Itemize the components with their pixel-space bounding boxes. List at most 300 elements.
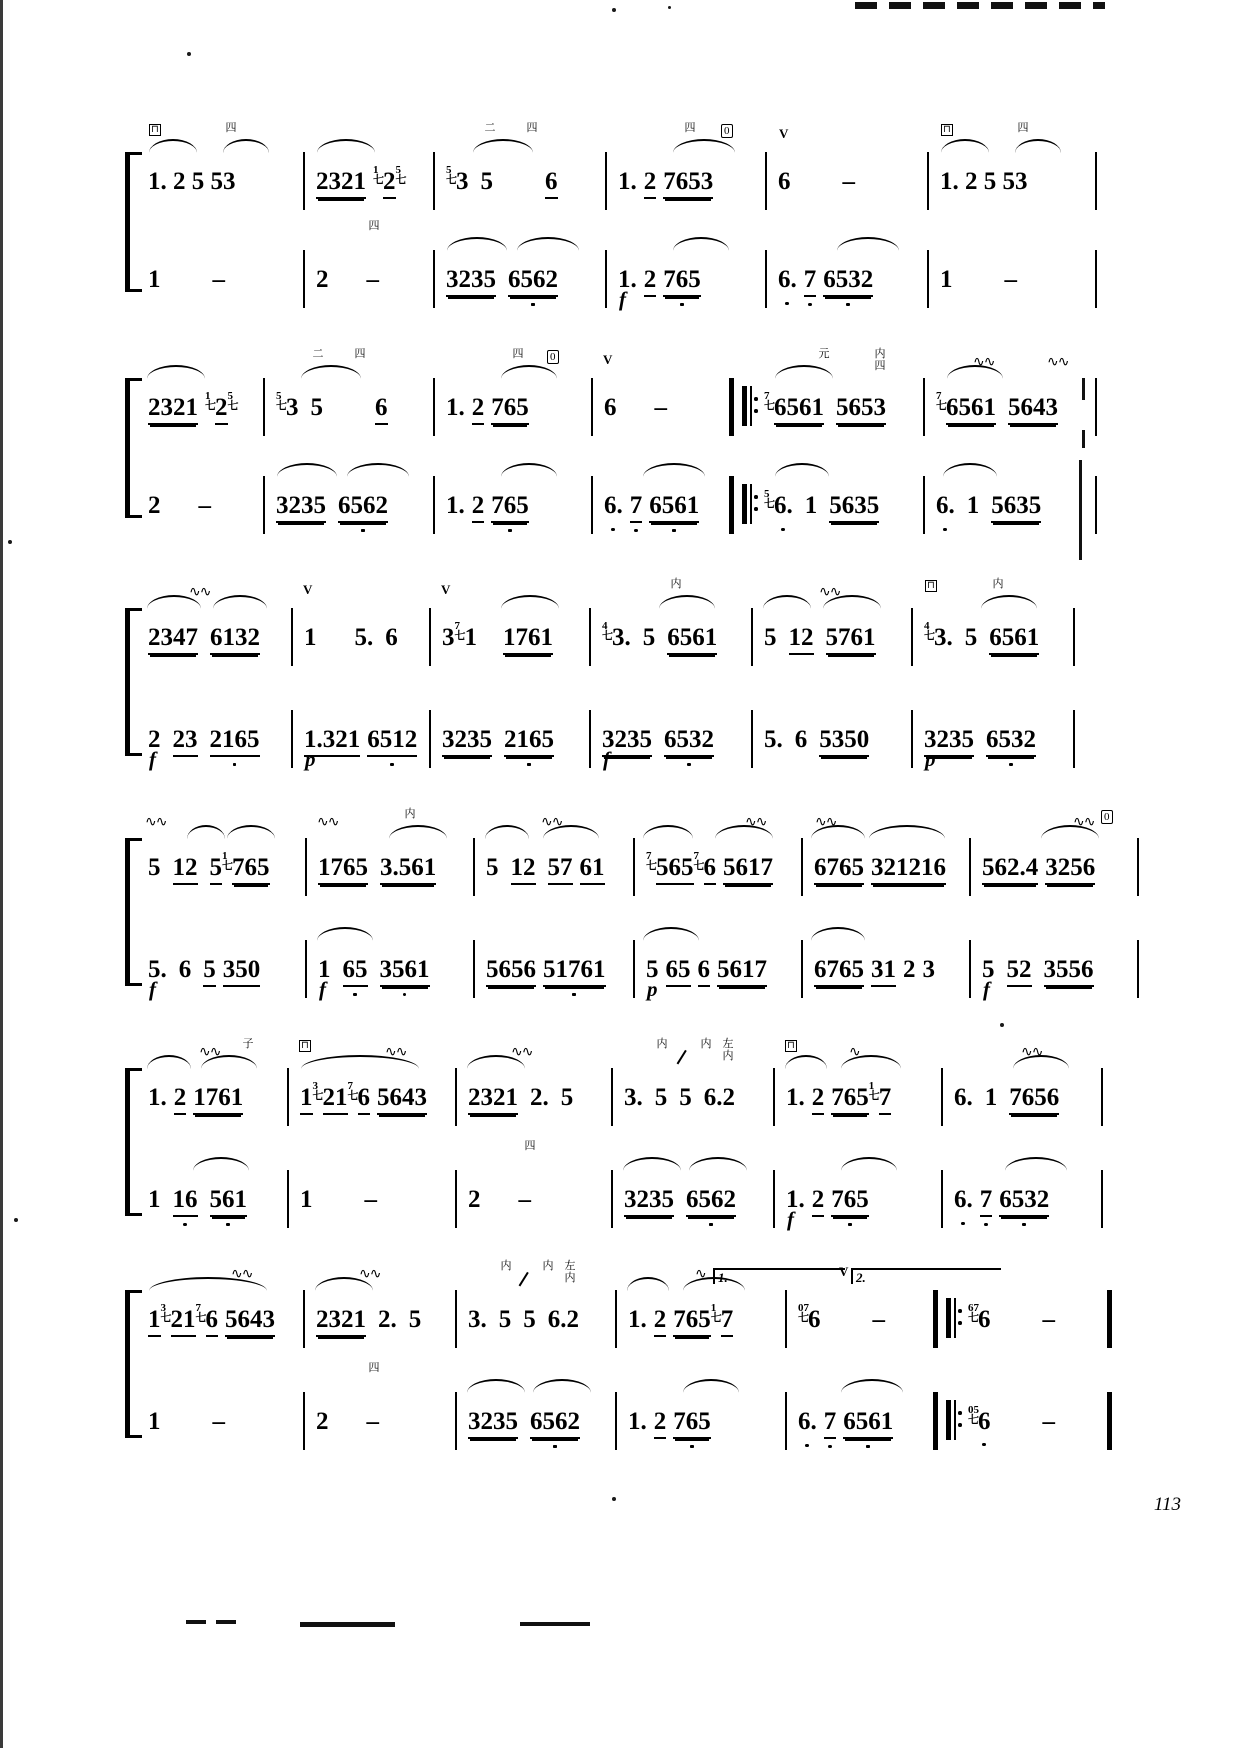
bottom-dash-marks [186, 1620, 246, 1624]
note-group: 1. 2 765 [439, 394, 591, 425]
slur [775, 463, 829, 477]
measure [293, 1170, 457, 1228]
slur [785, 1055, 827, 1069]
string-annotation: 内 [542, 1259, 554, 1272]
measure [461, 1045, 613, 1126]
slur [301, 365, 361, 379]
note-group: 7 七5657 七6 5617 [639, 854, 801, 885]
note-group: 6. 7 6561 [791, 1408, 933, 1439]
slur [467, 1379, 525, 1393]
measure [435, 710, 591, 768]
note-group: 1. 2 7651 七7 [779, 1084, 941, 1115]
harmonic-zero-mark: 0 [547, 350, 559, 364]
lower-stave [141, 1139, 1050, 1231]
trill-ornament: ∿∿ [199, 1045, 221, 1060]
measure [933, 121, 1097, 210]
measure [461, 1139, 613, 1228]
measure [757, 476, 925, 534]
slur [869, 825, 945, 839]
note-group: 13 七217 七6 5643 [141, 1306, 303, 1337]
measure [479, 940, 635, 998]
note-group: 2 – [316, 1408, 379, 1435]
measure [595, 577, 753, 666]
measure [757, 710, 913, 768]
trill-ornament: ∿∿ [511, 1045, 533, 1060]
string-annotation: 元 [818, 347, 830, 360]
upper-stave [141, 1037, 1060, 1126]
slur [347, 463, 409, 477]
string-annotation: 四 [368, 219, 380, 232]
measure [439, 476, 593, 534]
slur [447, 237, 507, 251]
system-2 [125, 347, 1069, 519]
measure [439, 347, 593, 436]
measure [947, 1170, 1103, 1228]
slur [1015, 139, 1061, 153]
bow-up-mark: V [441, 582, 451, 597]
trill-ornament: ∿∿ [317, 815, 339, 830]
measure [297, 710, 431, 771]
slur [227, 825, 275, 839]
measure [141, 1170, 289, 1228]
string-annotation: 四 [684, 121, 696, 134]
note-group: 4 七3. 5 6561 [917, 624, 1073, 655]
slur [147, 365, 205, 379]
slur [473, 139, 533, 153]
slur [673, 237, 729, 251]
note-group: 2321 2. 5 [309, 1306, 455, 1337]
system-brace [125, 1290, 142, 1438]
measure [309, 219, 435, 308]
measure-volta-1 [791, 1392, 938, 1450]
slur [811, 927, 865, 941]
upper-stave [141, 1259, 1055, 1348]
trill-ornament: ∿∿ [231, 1267, 253, 1282]
note-group: 5 52 3556 [975, 956, 1137, 987]
note-group: 5 七6. 1 5635 [757, 492, 923, 523]
slur [533, 1379, 591, 1393]
measure [779, 1040, 943, 1126]
measure [439, 121, 607, 210]
slur [643, 463, 705, 477]
dynamic-piano: p [305, 747, 316, 771]
slur [317, 139, 375, 153]
string-annotation: 二 [484, 121, 496, 134]
measure [141, 250, 305, 308]
note-group: 6 – [604, 394, 667, 421]
lower-stave [141, 476, 1042, 534]
scan-speck [612, 1497, 616, 1501]
slur [683, 1379, 739, 1393]
measure [621, 1267, 787, 1348]
measure [975, 811, 1139, 896]
string-annotation: 内 [404, 807, 416, 820]
note-group: 5 七3 5 6 [269, 394, 433, 425]
system-6 [125, 1259, 1055, 1438]
note-group: 2321 1 七25 七 [309, 168, 433, 199]
string-annotation: 四 [526, 121, 538, 134]
slur [213, 595, 267, 609]
note-group: 3235 6532 [917, 726, 1073, 757]
slur [943, 463, 997, 477]
measure [435, 582, 591, 666]
scan-speck [14, 1218, 18, 1222]
system-brace [125, 1068, 142, 1216]
bow-down-mark: ⊓ [151, 124, 159, 135]
trill-ornament: ∿∿ [385, 1045, 407, 1060]
bow-up-mark: V [779, 126, 789, 141]
slur [149, 139, 197, 153]
note-group: 07 七6 – [798, 1302, 885, 1333]
trill-ornament: ∿∿ [815, 815, 837, 830]
note-group: 5 七3 5 6 [439, 168, 605, 199]
measure [311, 807, 475, 896]
measure [141, 476, 265, 534]
note-group: 3235 6562 [439, 266, 605, 297]
scan-speck [612, 8, 616, 12]
page-number: 113 [1153, 1494, 1181, 1515]
note-group: 67 七6 – [968, 1302, 1055, 1333]
note-group: 6. 7 6532 [771, 266, 927, 297]
note-group: 3. 5 5 6.2 [624, 1084, 735, 1111]
measure [461, 1392, 617, 1450]
slur [941, 139, 989, 153]
note-group: 1. 2 7651 七7 [621, 1306, 785, 1337]
slur [623, 1157, 681, 1171]
note-group: 562.4 3256 [975, 854, 1137, 885]
dynamic-forte: f [603, 747, 610, 771]
slur [841, 1157, 897, 1171]
harmonic-zero-mark: 0 [721, 124, 733, 138]
measure [141, 585, 293, 666]
string-annotation: 左 内 [722, 1037, 734, 1062]
dynamic-piano: p [647, 977, 658, 1001]
finger-annotation: 子 [242, 1037, 254, 1050]
note-group: 5. 6 5 350 [141, 956, 305, 987]
slur [659, 595, 715, 609]
string-annotation: 四 [368, 1361, 380, 1374]
note-group: 3235 6532 [595, 726, 751, 757]
measure [141, 378, 265, 436]
slur [485, 825, 529, 839]
note-group: 1. 2 765 [611, 266, 765, 297]
slur [689, 1157, 747, 1171]
volta-bracket-2 [851, 1268, 1001, 1284]
note-group: 2321 1 七25 七 [141, 394, 263, 425]
measure [297, 582, 431, 666]
measure [141, 815, 307, 896]
volta-1-label: 1. [718, 1270, 728, 1285]
string-annotation: 内 [656, 1037, 668, 1050]
system-3 [125, 577, 1040, 771]
measure [141, 710, 293, 771]
bow-up-mark: V [603, 352, 613, 367]
note-group: 1 – [148, 266, 225, 293]
note-group: 1 – [940, 266, 1017, 293]
slur [643, 927, 699, 941]
trill-ornament: ∿∿ [1047, 355, 1069, 370]
note-group: 5656 51761 [479, 956, 633, 987]
slide-mark [677, 1050, 706, 1076]
string-annotation: 内 四 [874, 347, 886, 372]
measure [975, 940, 1139, 1001]
note-group: 1. 2 765 [621, 1408, 785, 1439]
measure [309, 1267, 457, 1348]
measure-with-repeat-end [597, 352, 734, 436]
measure [309, 152, 435, 210]
measure [639, 940, 803, 1001]
system-brace [125, 838, 142, 986]
measure [757, 347, 925, 436]
note-group: 6. 1 5635 [929, 492, 1095, 523]
volta-2-label: 2. [856, 1270, 866, 1285]
bottom-dash-marks [520, 1622, 590, 1626]
upper-stave [141, 577, 1040, 666]
measure [933, 250, 1097, 308]
bow-up-mark: V [839, 1264, 849, 1279]
measure [611, 250, 767, 311]
measure [439, 250, 607, 308]
slur [981, 595, 1037, 609]
system-4 [125, 807, 1110, 1001]
measure [293, 1040, 457, 1126]
slur [627, 1277, 669, 1291]
page-edge-shadow [0, 0, 3, 1748]
system-5 [125, 1037, 1060, 1231]
slur [763, 595, 811, 609]
string-annotation: 内 [670, 577, 682, 590]
measure [611, 121, 767, 210]
measure [807, 815, 971, 896]
harmonic-zero-mark: 0 [1101, 810, 1113, 824]
trill-ornament: ∿∿ [973, 355, 995, 370]
note-group: 1765 3.561 [311, 854, 473, 885]
note-group: 1 5. 6 [304, 624, 398, 651]
note-group: 6 – [778, 168, 855, 195]
note-group: 2 23 2165 [141, 726, 291, 757]
slur [947, 365, 1003, 379]
measure [269, 476, 435, 534]
note-group: 1. 2 765 [439, 492, 591, 523]
string-annotation: 内 [500, 1259, 512, 1272]
system-brace [125, 378, 142, 518]
note-group: 4 七3. 5 6561 [595, 624, 751, 655]
trill-ornament: ∿∿ [541, 815, 563, 830]
measure [621, 1392, 787, 1450]
bow-down-mark: ⊓ [927, 580, 935, 591]
note-group: 1. 2 765 [779, 1186, 941, 1217]
bow-down-mark: ⊓ [943, 124, 951, 135]
measure [779, 1170, 943, 1231]
dynamic-piano: p [925, 747, 936, 771]
note-group: 3. 5 5 6.2 [468, 1306, 579, 1333]
string-annotation: 四 [524, 1139, 536, 1152]
slur [193, 1157, 249, 1171]
note-group: 3235 6562 [461, 1408, 615, 1439]
note-group: 1.321 6512 [297, 726, 429, 757]
note-group: 6. 1 7656 [947, 1084, 1101, 1115]
dynamic-forte: f [619, 287, 626, 311]
measure [311, 940, 475, 1001]
measure [269, 347, 435, 436]
slur [389, 825, 447, 839]
bow-down-mark: ⊓ [787, 1040, 795, 1051]
note-group: 05 七6 – [968, 1404, 1055, 1435]
measure [947, 1045, 1103, 1126]
string-annotation: 内 [700, 1037, 712, 1050]
slide-mark [519, 1272, 548, 1298]
measure [479, 815, 635, 896]
slur [277, 463, 337, 477]
note-group: 2321 2. 5 [461, 1084, 611, 1115]
note-group: 1. 2 7653 [611, 168, 765, 199]
measure [771, 126, 929, 210]
trill-ornament: ∿∿ [189, 585, 211, 600]
slur [841, 1379, 903, 1393]
string-annotation: 四 [225, 121, 237, 134]
scan-speck [1000, 1023, 1004, 1027]
note-group: 1 65 3561 [311, 956, 473, 987]
measure [639, 815, 803, 896]
measure [141, 1267, 305, 1348]
measure [929, 355, 1097, 436]
dynamic-forte: f [319, 977, 326, 1001]
slur [223, 139, 269, 153]
note-group: 5. 6 5350 [757, 726, 911, 757]
system-1 [125, 121, 1029, 311]
lower-stave [141, 710, 1036, 771]
note-group: 3235 2165 [435, 726, 589, 757]
note-group: 6. 7 6561 [597, 492, 729, 523]
note-group: 13 七217 七6 5643 [293, 1084, 455, 1115]
string-annotation: 二 [312, 347, 324, 360]
bow-down-mark: ⊓ [301, 1040, 309, 1051]
dynamic-forte: f [149, 747, 156, 771]
measure [141, 1037, 289, 1126]
string-annotation: 四 [512, 347, 524, 360]
repeat-start-barline [946, 1400, 957, 1440]
note-group: 5 65 6 5617 [639, 956, 801, 987]
dynamic-forte: f [787, 1207, 794, 1231]
slur [501, 595, 559, 609]
repeat-start-barline [742, 386, 753, 426]
note-group: 1. 2 1761 [141, 1084, 287, 1115]
note-group: 37 七1 1761 [435, 624, 589, 655]
measure-volta-1 [791, 1264, 938, 1348]
trill-ornament: ∿∿ [145, 815, 167, 830]
note-group: 1 16 561 [141, 1186, 287, 1217]
measure [617, 1170, 775, 1228]
note-group: 5 12 57 61 [479, 854, 633, 885]
slur [673, 139, 735, 153]
note-group: 2 – [316, 266, 379, 293]
note-group: 1 – [148, 1408, 225, 1435]
dynamic-forte: f [149, 977, 156, 1001]
slur [187, 825, 225, 839]
string-annotation: 内 [992, 577, 1004, 590]
system-brace [125, 152, 142, 292]
slur [501, 365, 557, 379]
string-annotation: 左 内 [564, 1259, 576, 1284]
measure-volta-2 [961, 1392, 1112, 1450]
trill-ornament: ∿ [849, 1045, 860, 1060]
slur [147, 1055, 191, 1069]
string-annotation: 四 [1017, 121, 1029, 134]
string-annotation: 四 [354, 347, 366, 360]
upper-stave [141, 807, 1110, 896]
note-group: 2347 6132 [141, 624, 291, 655]
slur [837, 237, 899, 251]
trill-ornament: ∿ [695, 1267, 706, 1282]
system-brace [125, 608, 142, 756]
top-right-dash-marks [855, 2, 1105, 9]
note-group: 5 12 51 七765 [141, 854, 305, 885]
measure [617, 1037, 775, 1126]
note-group: 6765 31 2 3 [807, 956, 969, 987]
dynamic-forte: f [983, 977, 990, 1001]
upper-stave [141, 347, 1069, 436]
bow-up-mark: V [303, 582, 313, 597]
slur [501, 463, 557, 477]
lower-stave [141, 940, 1094, 1001]
trill-ornament: ∿∿ [1021, 1045, 1043, 1060]
trill-ornament: ∿∿ [359, 1267, 381, 1282]
slur [317, 927, 373, 941]
lower-stave [141, 219, 1017, 311]
repeat-start-barline [946, 1298, 957, 1338]
measure [917, 577, 1075, 666]
note-group: 2 – [148, 492, 211, 519]
measure [141, 121, 305, 210]
scan-speck [187, 52, 191, 56]
measure [141, 940, 307, 1001]
note-group: 6765 321216 [807, 854, 969, 885]
note-group: 1. 2 5 53 [148, 168, 236, 195]
measure-volta-2 [961, 1290, 1112, 1348]
repeat-start-barline [742, 484, 753, 524]
trill-ornament: ∿∿ [1073, 815, 1095, 830]
measure [461, 1259, 617, 1348]
upper-stave [141, 121, 1029, 210]
trill-ornament: ∿∿ [745, 815, 767, 830]
lower-stave [141, 1361, 1055, 1450]
slur [1005, 1157, 1067, 1171]
note-group: 7 七6561 5643 [929, 394, 1095, 425]
note-group: 7 七6561 5653 [757, 394, 923, 425]
bottom-dash-marks [300, 1622, 395, 1627]
measure [917, 710, 1075, 771]
measure-with-repeat-end [597, 476, 734, 534]
measure [595, 710, 753, 771]
scan-speck [668, 6, 671, 9]
trill-ornament: ∿∿ [819, 585, 841, 600]
note-group: 3235 6562 [617, 1186, 773, 1217]
slur [775, 365, 833, 379]
slur [517, 237, 579, 251]
note-group: 3235 6562 [269, 492, 433, 523]
measure [807, 940, 971, 998]
note-group: 1. 2 5 53 [940, 168, 1028, 195]
slur [643, 825, 693, 839]
measure [929, 476, 1097, 534]
note-group: 2 – [468, 1186, 531, 1213]
scan-speck [8, 540, 12, 544]
note-group: 6. 7 6532 [947, 1186, 1101, 1217]
measure [309, 1361, 457, 1450]
note-group: 5 12 5761 [757, 624, 911, 655]
measure [141, 1392, 305, 1450]
note-group: 1 – [300, 1186, 377, 1213]
